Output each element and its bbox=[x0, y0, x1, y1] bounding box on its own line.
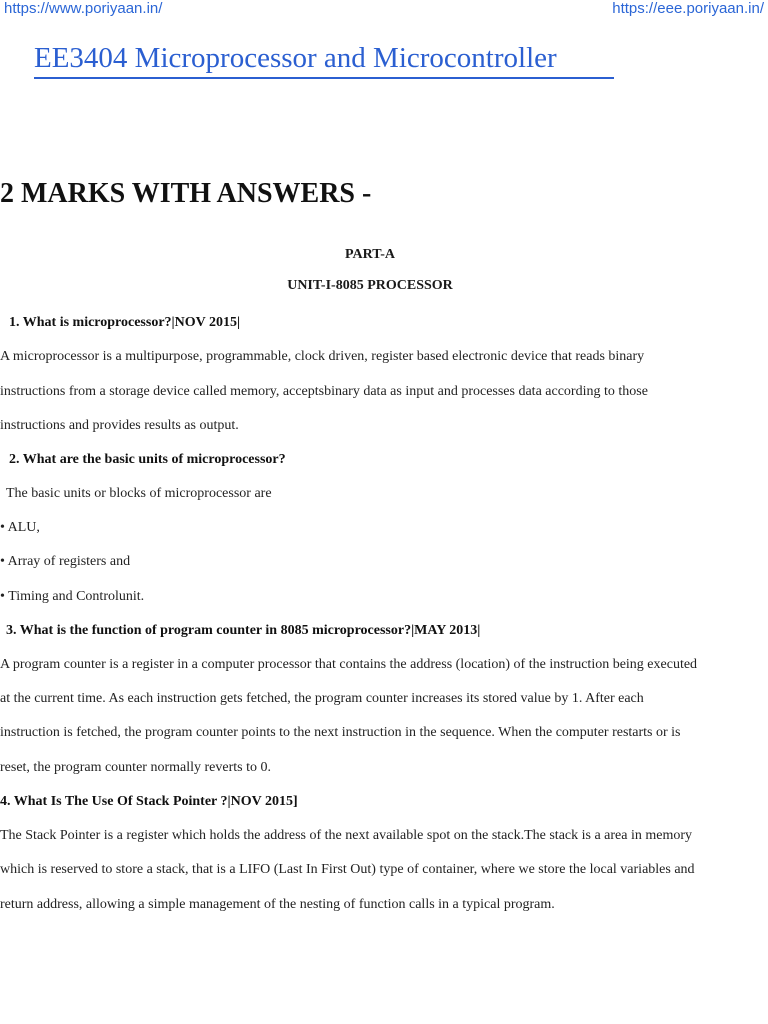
answer-1-line-1: A microprocessor is a multipurpose, programmable, clock driven, register based electronic device that reads binary bbox=[0, 349, 645, 364]
answer-1-line-3: instructions and provides results as output. bbox=[0, 418, 239, 433]
part-label: PART-A bbox=[344, 247, 396, 262]
answer-4-line-2: which is reserved to store a stack, that is a LIFO (Last In First Out) type of container, where we store the local variables and bbox=[0, 862, 695, 877]
course-title[interactable]: EE3404 Microprocessor and Microcontroller bbox=[34, 42, 557, 74]
answer-2-item-2: • Array of registers and bbox=[0, 554, 131, 569]
question-1: 1. What is microprocessor?|NOV 2015| bbox=[9, 315, 241, 330]
section-heading: 2 MARKS WITH ANSWERS - bbox=[0, 178, 372, 209]
answer-2-item-1: • ALU, bbox=[0, 520, 40, 535]
answer-2-intro: The basic units or blocks of microprocessor are bbox=[6, 486, 272, 501]
answer-4-line-1: The Stack Pointer is a register which holds the address of the next available spot on the stack.The stack is a area in memory bbox=[0, 828, 693, 843]
header-link-right[interactable]: https://eee.poriyaan.in/ bbox=[612, 0, 764, 17]
answer-3-line-1: A program counter is a register in a computer processor that contains the address (location) of the instruction being executed bbox=[0, 657, 698, 672]
answer-3-line-3: instruction is fetched, the program counter points to the next instruction in the sequence. When the computer restarts or is bbox=[0, 725, 681, 740]
answer-1-line-2: instructions from a storage device called memory, acceptsbinary data as input and processes data according to those bbox=[0, 384, 648, 399]
course-title-underline bbox=[34, 77, 614, 79]
question-4: 4. What Is The Use Of Stack Pointer ?|NOV 2015] bbox=[0, 794, 298, 809]
answer-2-item-3: • Timing and Controlunit. bbox=[0, 589, 145, 604]
header-link-left[interactable]: https://www.poriyaan.in/ bbox=[4, 0, 163, 17]
answer-4-line-3: return address, allowing a simple management of the nesting of function calls in a typical program. bbox=[0, 897, 555, 912]
unit-label: UNIT-I-8085 PROCESSOR bbox=[287, 278, 453, 293]
question-3: 3. What is the function of program counter in 8085 microprocessor?|MAY 2013| bbox=[6, 623, 481, 638]
answer-3-line-2: at the current time. As each instruction gets fetched, the program counter increases its stored value by 1. After each bbox=[0, 691, 644, 706]
question-2: 2. What are the basic units of microprocessor? bbox=[9, 452, 286, 467]
answer-3-line-4: reset, the program counter normally reverts to 0. bbox=[0, 760, 271, 775]
